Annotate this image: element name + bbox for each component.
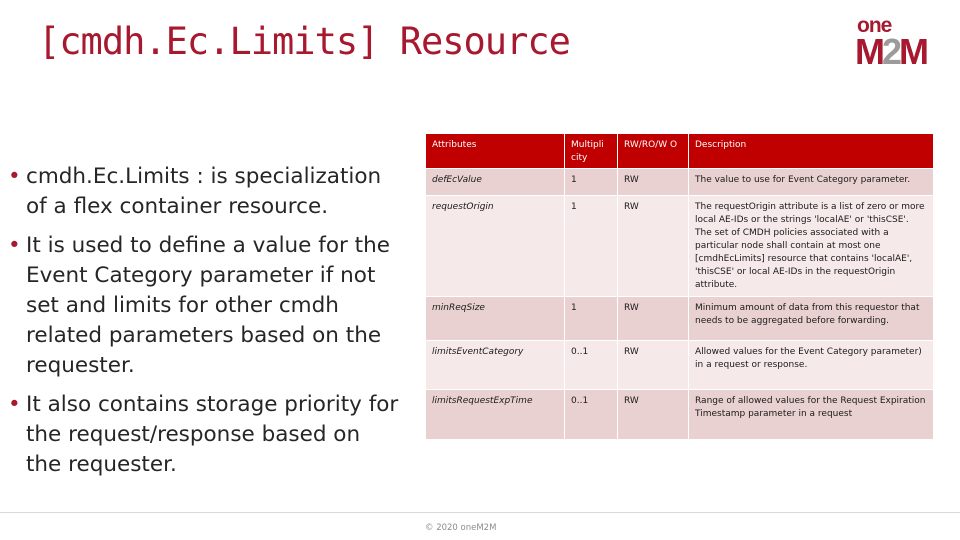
bullet-list <box>8 162 400 489</box>
bullet-item: • It also contains storage priority for the request/response based on the requester. <box>8 392 399 477</box>
column-header-multiplicity: Multipli city <box>565 134 618 169</box>
copyright-text: © 2020 oneM2M <box>425 523 497 533</box>
slide-title: [cmdh.Ec.Limits] Resource <box>38 20 570 63</box>
cell-description: Range of allowed values for the Request Expiration Timestamp parameter in a request <box>689 390 934 440</box>
cell-description: The value to use for Event Category parameter. <box>689 169 934 196</box>
table-row <box>426 196 934 297</box>
cell-multiplicity: 0..1 <box>565 341 618 390</box>
cell-multiplicity: 1 <box>565 297 618 341</box>
cell-attribute: minReqSize <box>426 297 565 341</box>
table-header-row <box>426 134 934 169</box>
attributes-table <box>425 133 934 440</box>
cell-description: The requestOrigin attribute is a list of zero or more local AE-IDs or the strings 'localAE' or 'thisCSE'. The set of CMDH policies associated with a particular node shall contain at most one [cmdhEcLimits] resource that contains 'localAE', 'thisCSE' or local AE-IDs in the requestOrigin attribute. <box>689 196 934 297</box>
cell-rw: RW <box>618 297 689 341</box>
cell-multiplicity: 1 <box>565 169 618 196</box>
logo-text-one: one <box>857 14 892 37</box>
cell-attribute: limitsRequestExpTime <box>426 390 565 440</box>
column-header-attributes: Attributes <box>426 134 565 169</box>
cell-attribute: requestOrigin <box>426 196 565 297</box>
bullet-item: • cmdh.Ec.Limits : is specialization of a flex container resource. <box>8 164 382 219</box>
table-row <box>426 390 934 440</box>
cell-attribute: defEcValue <box>426 169 565 196</box>
cell-attribute: limitsEventCategory <box>426 341 565 390</box>
onem2m-logo <box>855 14 943 72</box>
cell-multiplicity: 0..1 <box>565 390 618 440</box>
cell-multiplicity: 1 <box>565 196 618 297</box>
column-header-rw: RW/RO/W O <box>618 134 689 169</box>
cell-rw: RW <box>618 169 689 196</box>
bullet-icon: • <box>8 392 21 417</box>
table-row <box>426 341 934 390</box>
column-header-description: Description <box>689 134 934 169</box>
cell-rw: RW <box>618 390 689 440</box>
cell-description: Minimum amount of data from this requestor that needs to be aggregated before forwarding. <box>689 297 934 341</box>
bullet-icon: • <box>8 164 21 189</box>
bullet-icon: • <box>8 233 21 258</box>
cell-description: Allowed values for the Event Category parameter) in a request or response. <box>689 341 934 390</box>
cell-rw: RW <box>618 196 689 297</box>
cell-rw: RW <box>618 341 689 390</box>
bullet-item: • It is used to define a value for the Event Category parameter if not set and limits for other cmdh related parameters based on the requester. <box>8 233 390 378</box>
logo-text-m2m: M2M <box>855 31 927 72</box>
table-row <box>426 169 934 196</box>
table-row <box>426 297 934 341</box>
footer-divider <box>0 512 960 513</box>
